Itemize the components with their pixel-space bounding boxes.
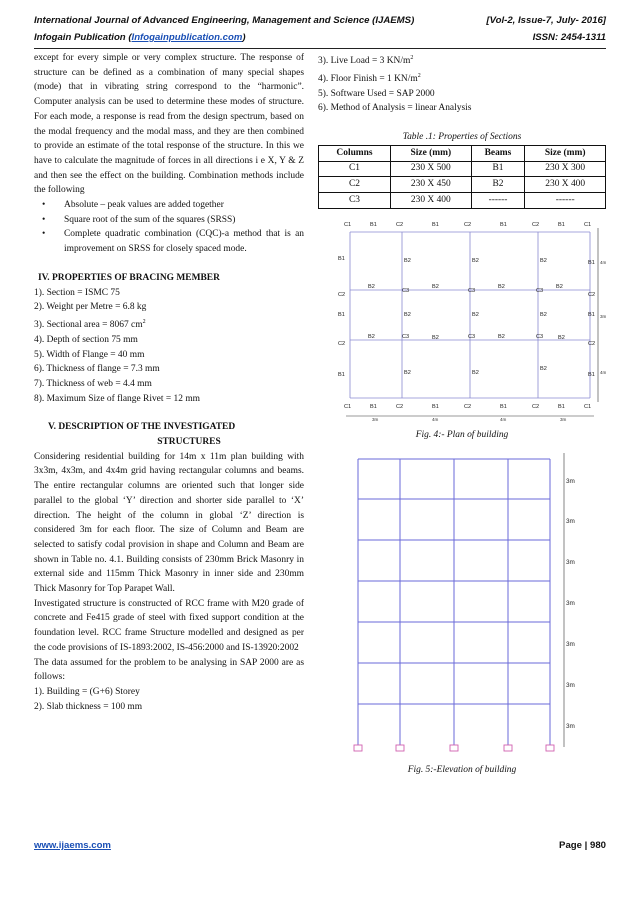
storey-height-label: 3m (566, 640, 575, 648)
page-number: Page | 980 (559, 840, 606, 851)
table-row (319, 177, 606, 193)
paragraph-rcc-frame: Investigated structure is constructed of RCC frame with M20 grade of concrete and Fe415 grade of steel with fixed support condition at the foundation level. RCC frame Structure modelled and designed as per the code provisions of IS-1893:2002, IS-456:2000 and IS-13920:2002 (34, 598, 304, 653)
storey-height-label: 3m (566, 558, 575, 566)
paragraph-building-description: Considering residential building for 14m x 11m plan building with 3x3m, 4x3m, and 4x4m grid having rectangular columns and beams. The entire rectangular columns are oriented such that longer side parallel to the global ‘Y’ direction and shorter side parallel to ‘X’ direction. The height of the column in global ‘Z’ direction is considered 3m for each floor. The size of Column and Beam are selected to satisfy codal provision in shape and Column and Beam are shown in Table no. 4.1. Building consists of 230mm Brick Masonry in external side and 115mm Thick Masonry in inner side and 230mm Thick Masonry for Top Parapet Wall. (34, 451, 304, 595)
plan-label: B2 (540, 257, 547, 264)
plan-label: B1 (338, 311, 345, 318)
journal-header (34, 15, 606, 26)
publisher-prefix: Infogain Publication ( (34, 32, 132, 43)
plan-label: B2 (432, 283, 439, 290)
plan-label: B1 (338, 371, 345, 378)
support-icon (546, 745, 554, 751)
paragraph-response-spectrum: except for every simple or very complex structure. The response of structure can be defined as a combination of many special shapes (mode) that in vibrating string correspond to the “harmonic”. Computer analysis can be used to determine these modes of structure. For each mode, a response is read from the design spectrum, based on the modal frequency and the modal mass, and they are then combined to provide an estimate of the total response of the structure. In this we have to calculate the magnitude of forces in all directions i e X, Y & Z and then see the effect on the building. Combination methods include the following (34, 53, 304, 196)
plan-label: B2 (368, 333, 375, 340)
table-row (319, 161, 606, 177)
plan-label: C2 (588, 340, 596, 347)
data-item-4: 4). Floor Finish = 1 $KN/m^2$ (318, 72, 421, 84)
bracing-item-4: 4). Depth of section 75 mm (34, 334, 138, 345)
section-iv-title: IV. PROPERTIES OF BRACING MEMBER (38, 272, 220, 283)
plan-label: C1 (344, 221, 352, 228)
plan-label: B1 (370, 403, 377, 410)
left-column (34, 51, 304, 714)
plan-dim-label: 3m (560, 416, 567, 422)
plan-dim-label: 4m (500, 416, 507, 422)
table-cell: 230 X 400 (391, 193, 472, 209)
table-cell: B1 (471, 161, 525, 177)
plan-label: B2 (556, 283, 563, 290)
section-v-title-2: STRUCTURES (157, 437, 221, 448)
storey-height-label: 3m (566, 722, 575, 730)
plan-label: C2 (338, 291, 346, 298)
table-row (319, 193, 606, 209)
plan-label: B1 (500, 403, 507, 410)
plan-label: B1 (370, 221, 377, 228)
table-header-row (319, 145, 606, 161)
table-cell: 230 X 500 (391, 161, 472, 177)
fig5-caption: Fig. 5:-Elevation of building (407, 764, 517, 775)
plan-label: B1 (558, 403, 565, 410)
elevation-drawing (318, 447, 606, 759)
plan-label: C2 (464, 403, 472, 410)
plan-label: C3 (536, 333, 544, 340)
support-icon (354, 745, 362, 751)
plan-label: C3 (468, 333, 476, 340)
bracing-item-1: 1). Section = ISMC 75 (34, 287, 120, 298)
plan-label: C2 (588, 291, 596, 298)
table-cell: 230 X 400 (525, 177, 606, 193)
plan-label: B2 (404, 369, 411, 376)
support-icon (396, 745, 404, 751)
bracing-item-2: 2). Weight per Metre = 6.8 kg (34, 302, 147, 313)
data-item-2: 2). Slab thickness = 100 mm (34, 701, 143, 712)
plan-label: C3 (402, 333, 410, 340)
data-item-5: 5). Software Used = SAP 2000 (318, 88, 435, 99)
plan-label: C3 (536, 287, 544, 294)
plan-label: C2 (396, 221, 404, 228)
table-cell: 230 X 300 (525, 161, 606, 177)
plan-label: B1 (338, 255, 345, 262)
issn: ISSN: 2454-1311 (532, 32, 606, 43)
table-cell: ------ (471, 193, 525, 209)
table-cell: C2 (319, 177, 391, 193)
plan-label: B2 (472, 311, 479, 318)
plan-label: B2 (432, 334, 439, 341)
fig4-caption: Fig. 4:- Plan of building (415, 429, 509, 440)
plan-label: B1 (432, 403, 439, 410)
bracing-item-6: 6). Thickness of flange = 7.3 mm (34, 364, 160, 375)
plan-label: C2 (532, 221, 540, 228)
plan-label: C2 (338, 340, 346, 347)
paragraph-sap-data: The data assumed for the problem to be analysing in SAP 2000 are as follows: (34, 657, 304, 683)
plan-dim-label: 4m (432, 416, 439, 422)
plan-label: B1 (588, 311, 595, 318)
publisher-link[interactable]: Infogainpublication.com (131, 32, 243, 43)
plan-label: C2 (532, 403, 540, 410)
plan-label: B2 (498, 283, 505, 290)
table-cell: 230 X 450 (391, 177, 472, 193)
plan-dim-label: 3m (600, 313, 606, 319)
storey-height-label: 3m (566, 517, 575, 525)
plan-drawing (318, 212, 606, 430)
journal-title: International Journal of Advanced Engineering, Management and Science (IJAEMS) (34, 15, 415, 26)
plan-dim-label: 4m (600, 369, 606, 375)
plan-label: C3 (468, 287, 476, 294)
plan-label: B2 (558, 334, 565, 341)
plan-label: B1 (588, 371, 595, 378)
bracing-item-3: 3). Sectional area = 8067 $cm^2$ (34, 318, 146, 331)
support-icon (450, 745, 458, 751)
volume-info: [Vol-2, Issue-7, July- 2016] (486, 15, 606, 26)
table-header: Beams (471, 145, 525, 161)
bracing-item-7: 7). Thickness of web = 4.4 mm (34, 378, 152, 389)
plan-label: B2 (472, 257, 479, 264)
plan-label: B2 (472, 369, 479, 376)
storey-height-label: 3m (566, 477, 575, 485)
data-item-6: 6). Method of Analysis = linear Analysis (318, 103, 472, 114)
properties-table (318, 145, 606, 209)
plan-label: C3 (402, 287, 410, 294)
plan-label: C2 (396, 403, 404, 410)
plan-label: B2 (540, 365, 547, 372)
website-link[interactable]: www.ijaems.com (34, 840, 111, 851)
plan-label: C2 (464, 221, 472, 228)
bracing-item-8: 8). Maximum Size of flange Rivet = 12 mm (34, 393, 200, 404)
plan-label: B2 (404, 311, 411, 318)
bullet-srss: • Square root of the sum of the squares (SRSS) (34, 213, 304, 228)
table-cell: B2 (471, 177, 525, 193)
plan-label: B2 (404, 257, 411, 264)
bullet-absolute: • Absolute – peak values are added together (34, 198, 304, 213)
plan-label: B2 (368, 283, 375, 290)
plan-label: B1 (432, 221, 439, 228)
header-rule (34, 48, 606, 49)
bullet-cqc: • Complete quadratic combination (CQC)-a method that is an improvement on SRSS for closely spaced mode. (34, 227, 304, 256)
storey-height-label: 3m (566, 599, 575, 607)
plan-label: C1 (344, 403, 352, 410)
table-header: Size (mm) (525, 145, 606, 161)
table-cell: ------ (525, 193, 606, 209)
section-v-title-1: V. DESCRIPTION OF THE INVESTIGATED (48, 422, 236, 433)
plan-label: C1 (584, 221, 592, 228)
plan-label: B1 (500, 221, 507, 228)
plan-label: B2 (540, 311, 547, 318)
plan-label: C1 (584, 403, 592, 410)
table-header: Size (mm) (391, 145, 472, 161)
publisher-suffix: ) (242, 32, 246, 43)
plan-label: B1 (588, 259, 595, 266)
data-item-1: 1). Building = (G+6) Storey (34, 686, 140, 697)
data-item-3: 3). Live Load = 3 $KN/m^2$ (318, 55, 414, 67)
plan-dim-label: 3m (372, 416, 379, 422)
table-header: Columns (319, 145, 391, 161)
page-footer (34, 840, 606, 851)
table-caption: Table .1: Properties of Sections (402, 132, 522, 143)
table-cell: C1 (319, 161, 391, 177)
plan-label: B2 (498, 333, 505, 340)
publisher-header (34, 32, 606, 43)
plan-dim-label: 4m (600, 259, 606, 265)
right-column (318, 51, 606, 777)
bracing-item-5: 5). Width of Flange = 40 mm (34, 349, 145, 360)
support-icon (504, 745, 512, 751)
plan-label: B1 (558, 221, 565, 228)
storey-height-label: 3m (566, 681, 575, 689)
table-cell: C3 (319, 193, 391, 209)
